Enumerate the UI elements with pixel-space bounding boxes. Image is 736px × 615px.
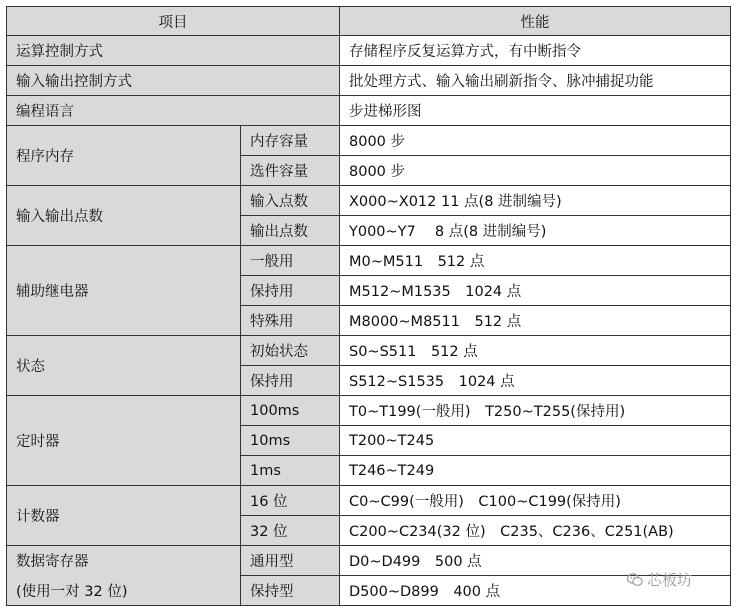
item-cell	[7, 546, 241, 606]
performance-cell: 8000 步	[340, 156, 731, 186]
sub-item-cell: 初始状态	[241, 336, 340, 366]
performance-cell: S512~S1535 1024 点	[340, 366, 731, 396]
performance-cell: C200~C234(32 位) C235、C236、C251(AB)	[340, 516, 731, 546]
table-row	[7, 546, 731, 576]
performance-cell: 步进梯形图	[340, 96, 731, 126]
performance-cell: T0~T199(一般用) T250~T255(保持用)	[340, 396, 731, 426]
item-cell: 辅助继电器	[7, 246, 241, 336]
performance-cell: M512~M1535 1024 点	[340, 276, 731, 306]
item-cell: 运算控制方式	[7, 36, 340, 66]
performance-cell: 存储程序反复运算方式，有中断指令	[340, 36, 731, 66]
item-note: (使用一对 32 位)	[16, 584, 128, 600]
wechat-icon	[627, 573, 643, 587]
watermark-text: 芯板坊	[647, 571, 693, 589]
sub-item-cell: 保持型	[241, 576, 340, 606]
item-cell: 定时器	[7, 396, 241, 486]
table-row	[7, 186, 731, 216]
sub-item-cell: 1ms	[241, 456, 340, 486]
header-performance: 性能	[340, 7, 731, 36]
sub-item-cell: 保持用	[241, 276, 340, 306]
item-cell: 输入输出点数	[7, 186, 241, 246]
table-row	[7, 396, 731, 426]
sub-item-cell: 16 位	[241, 486, 340, 516]
performance-cell: T246~T249	[340, 456, 731, 486]
item-cell: 编程语言	[7, 96, 340, 126]
sub-item-cell: 输出点数	[241, 216, 340, 246]
sub-item-cell: 通用型	[241, 546, 340, 576]
table-row	[7, 246, 731, 276]
sub-item-cell: 32 位	[241, 516, 340, 546]
item-cell: 计数器	[7, 486, 241, 546]
performance-cell: D0~D499 500 点	[340, 546, 731, 576]
sub-item-cell: 100ms	[241, 396, 340, 426]
performance-cell: Y000~Y7 8 点(8 进制编号)	[340, 216, 731, 246]
header-row	[7, 7, 731, 36]
sub-item-cell: 输入点数	[241, 186, 340, 216]
performance-cell: 8000 步	[340, 126, 731, 156]
sub-item-cell: 内存容量	[241, 126, 340, 156]
sub-item-cell: 选件容量	[241, 156, 340, 186]
table-row	[7, 96, 731, 126]
item-cell: 程序内存	[7, 126, 241, 186]
header-item: 项目	[7, 7, 340, 36]
table-row	[7, 36, 731, 66]
performance-cell: T200~T245	[340, 426, 731, 456]
performance-cell: C0~C99(一般用) C100~C199(保持用)	[340, 486, 731, 516]
table-row	[7, 66, 731, 96]
performance-cell: D500~D899 400 点	[340, 576, 731, 606]
sub-item-cell: 10ms	[241, 426, 340, 456]
table-row	[7, 126, 731, 156]
spec-table	[6, 6, 731, 606]
sub-item-cell: 一般用	[241, 246, 340, 276]
table-row	[7, 486, 731, 516]
item-label: 数据寄存器	[16, 554, 89, 570]
item-cell: 状态	[7, 336, 241, 396]
performance-cell: M8000~M8511 512 点	[340, 306, 731, 336]
item-cell: 输入输出控制方式	[7, 66, 340, 96]
sub-item-cell: 特殊用	[241, 306, 340, 336]
sub-item-cell: 保持用	[241, 366, 340, 396]
performance-cell: 批处理方式、输入输出刷新指令、脉冲捕捉功能	[340, 66, 731, 96]
performance-cell: X000~X012 11 点(8 进制编号)	[340, 186, 731, 216]
watermark	[627, 569, 692, 590]
performance-cell: S0~S511 512 点	[340, 336, 731, 366]
performance-cell: M0~M511 512 点	[340, 246, 731, 276]
table-row	[7, 336, 731, 366]
